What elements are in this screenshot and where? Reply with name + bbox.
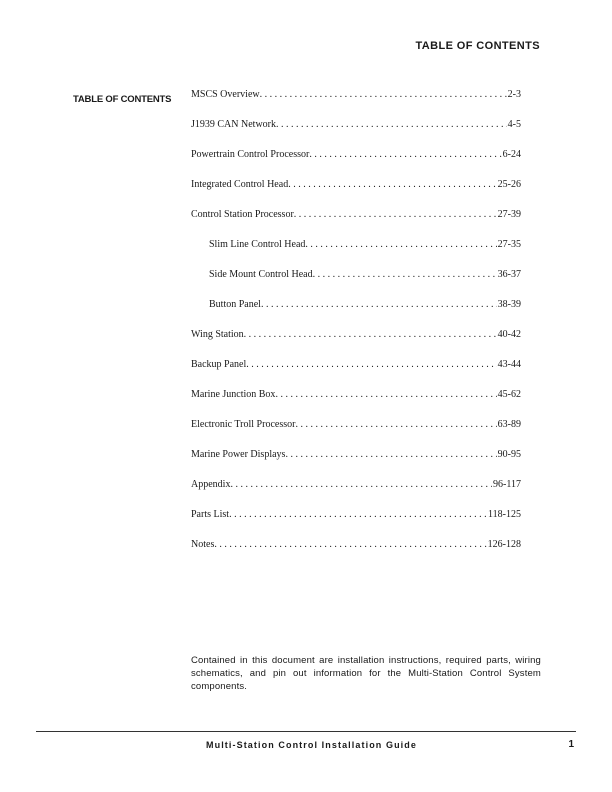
toc-dot-leader bbox=[295, 418, 496, 432]
toc-entry-label: Slim Line Control Head bbox=[209, 239, 306, 250]
page-header-title: TABLE OF CONTENTS bbox=[415, 40, 540, 52]
toc-entry-pages: 25-26 bbox=[497, 179, 521, 190]
toc-entry-label: Marine Junction Box bbox=[191, 389, 276, 400]
toc-entry-pages: 45-62 bbox=[497, 389, 521, 400]
toc-entry-label: Electronic Troll Processor bbox=[191, 419, 296, 430]
toc-dot-leader bbox=[288, 178, 496, 192]
toc-entry-pages: 27-39 bbox=[497, 209, 521, 220]
toc-entry[interactable] bbox=[191, 388, 521, 418]
toc-entry-pages: 4-5 bbox=[507, 119, 521, 130]
toc-entry[interactable] bbox=[191, 88, 521, 118]
toc-dot-leader bbox=[294, 208, 497, 222]
toc-entry[interactable] bbox=[191, 118, 521, 148]
toc-entry[interactable] bbox=[191, 418, 521, 448]
toc-entry[interactable] bbox=[191, 148, 521, 178]
toc-entry-pages: 118-125 bbox=[488, 509, 521, 520]
toc-entry-pages: 2-3 bbox=[507, 89, 521, 100]
toc-entry-pages: 96-117 bbox=[493, 479, 521, 490]
footer-title: Multi-Station Control Installation Guide bbox=[206, 740, 417, 750]
toc-entry-label: Powertrain Control Processor bbox=[191, 149, 310, 160]
sidebar-heading: TABLE OF CONTENTS bbox=[73, 94, 172, 105]
toc-entry-pages: 63-89 bbox=[497, 419, 521, 430]
toc-entry[interactable] bbox=[191, 358, 521, 388]
toc-entry-label: Notes bbox=[191, 539, 215, 550]
toc-entry[interactable] bbox=[191, 328, 521, 358]
toc-dot-leader bbox=[313, 268, 497, 282]
document-summary: Contained in this document are installation instructions, required parts, wiring schematics, and pin out information for the Multi-Station Control System components. bbox=[191, 654, 541, 692]
toc-dot-leader bbox=[230, 478, 492, 492]
toc-dot-leader bbox=[246, 358, 496, 372]
toc-entry[interactable] bbox=[191, 538, 521, 568]
toc-dot-leader bbox=[285, 448, 496, 462]
toc-entry-label: MSCS Overview bbox=[191, 89, 260, 100]
toc-entry[interactable] bbox=[191, 268, 521, 298]
toc-entry[interactable] bbox=[191, 478, 521, 508]
toc-entry[interactable] bbox=[191, 238, 521, 268]
toc-entry[interactable] bbox=[191, 298, 521, 328]
footer-divider bbox=[36, 731, 576, 732]
toc-dot-leader bbox=[214, 538, 486, 552]
toc-entry-label: Appendix bbox=[191, 479, 231, 490]
toc-entry-label: Control Station Processor bbox=[191, 209, 294, 220]
footer-page-number: 1 bbox=[568, 739, 574, 750]
toc-entry-label: Parts List bbox=[191, 509, 230, 520]
toc-dot-leader bbox=[309, 148, 501, 162]
toc-entry-pages: 6-24 bbox=[502, 149, 521, 160]
toc-dot-leader bbox=[229, 508, 487, 522]
toc-entry-label: Marine Power Displays bbox=[191, 449, 286, 460]
toc-dot-leader bbox=[260, 88, 507, 102]
toc-entry-label: Side Mount Control Head bbox=[209, 269, 313, 280]
toc-dot-leader bbox=[276, 118, 507, 132]
toc-dot-leader bbox=[244, 328, 497, 342]
toc-dot-leader bbox=[261, 298, 497, 312]
toc-entry-label: J1939 CAN Network bbox=[191, 119, 276, 130]
toc-entry-label: Integrated Control Head bbox=[191, 179, 289, 190]
toc-entry-pages: 27-35 bbox=[497, 239, 521, 250]
toc-entry[interactable] bbox=[191, 178, 521, 208]
toc-dot-leader bbox=[305, 238, 496, 252]
toc-entry-pages: 90-95 bbox=[497, 449, 521, 460]
toc-entry-label: Backup Panel bbox=[191, 359, 247, 370]
toc-entry[interactable] bbox=[191, 508, 521, 538]
toc-entry-pages: 40-42 bbox=[497, 329, 521, 340]
toc-dot-leader bbox=[275, 388, 496, 402]
toc-entry-pages: 38-39 bbox=[497, 299, 521, 310]
toc-entry[interactable] bbox=[191, 448, 521, 478]
toc-list bbox=[191, 88, 521, 568]
toc-entry-label: Wing Station bbox=[191, 329, 244, 340]
toc-entry[interactable] bbox=[191, 208, 521, 238]
toc-entry-pages: 36-37 bbox=[497, 269, 521, 280]
toc-entry-label: Button Panel bbox=[209, 299, 261, 310]
toc-entry-pages: 43-44 bbox=[497, 359, 521, 370]
toc-entry-pages: 126-128 bbox=[487, 539, 521, 550]
